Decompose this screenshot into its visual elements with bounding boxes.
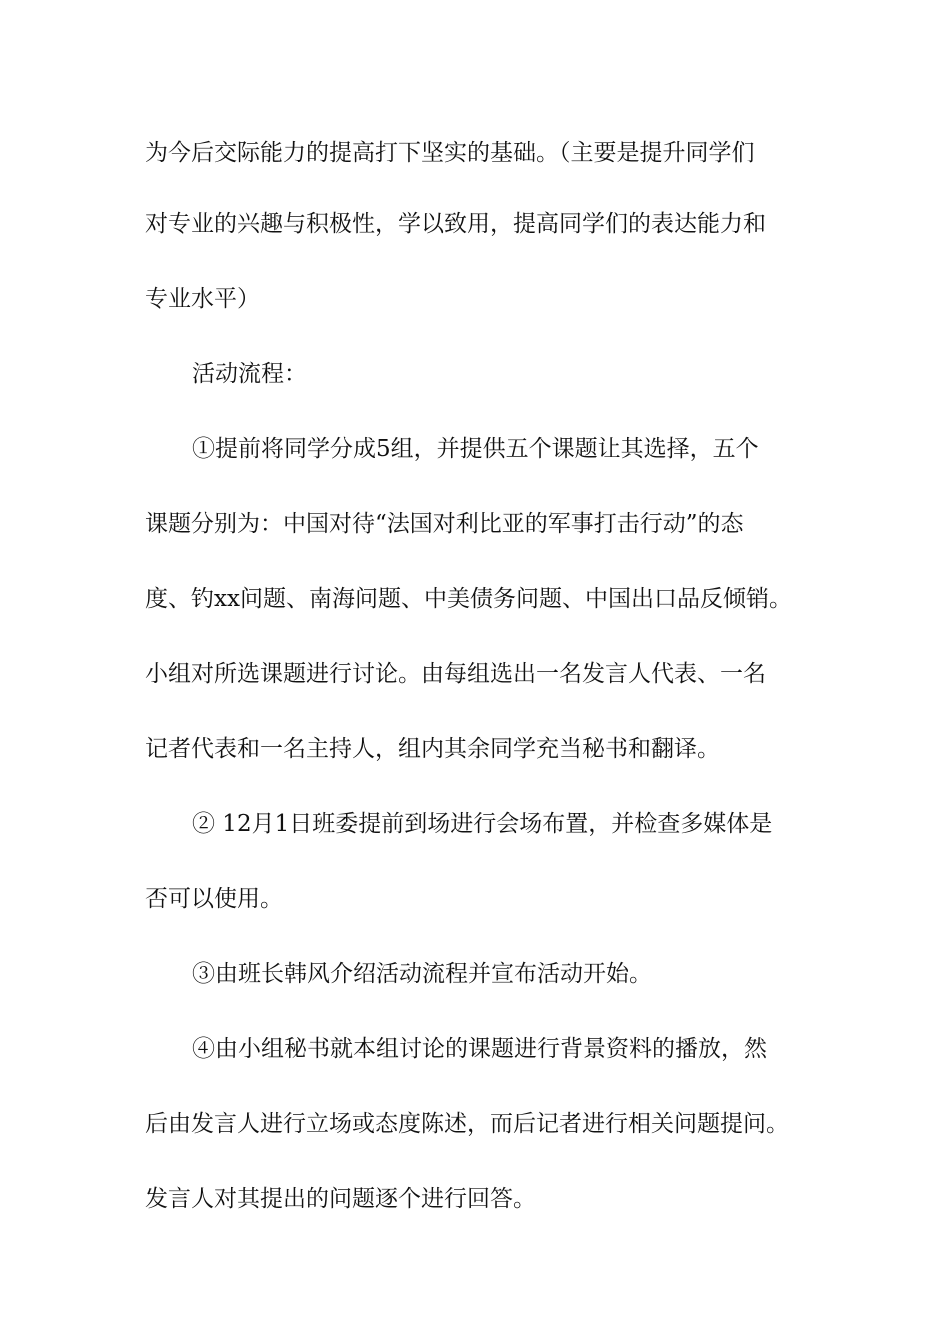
text-line-7: 度、钓xx问题、南海问题、中美债务问题、中国出口品反倾销。	[145, 586, 792, 612]
text-line-3: 专业水平）	[145, 286, 260, 312]
text-line-10: ② 12月1日班委提前到场进行会场布置，并检查多媒体是	[192, 811, 773, 837]
text-line-8: 小组对所选课题进行讨论。由每组选出一名发言人代表、一名	[145, 661, 766, 687]
section-heading-activity-flow: 活动流程：	[192, 361, 307, 387]
text-line-5: ①提前将同学分成5组，并提供五个课题让其选择，五个	[192, 436, 759, 462]
text-line-15: 发言人对其提出的问题逐个进行回答。	[145, 1186, 536, 1212]
text-line-12: ③由班长韩风介绍活动流程并宣布活动开始。	[192, 961, 652, 987]
text-line-2: 对专业的兴趣与积极性，学以致用，提高同学们的表达能力和	[145, 211, 766, 237]
text-line-6: 课题分别为：中国对待“法国对利比亚的军事打击行动”的态	[145, 511, 744, 537]
text-line-13: ④由小组秘书就本组讨论的课题进行背景资料的播放，然	[192, 1036, 767, 1062]
text-line-11: 否可以使用。	[145, 886, 283, 912]
text-line-9: 记者代表和一名主持人，组内其余同学充当秘书和翻译。	[145, 736, 720, 762]
text-line-14: 后由发言人进行立场或态度陈述，而后记者进行相关问题提问。	[145, 1111, 789, 1137]
text-line-1: 为今后交际能力的提高打下坚实的基础。（主要是提升同学们	[145, 140, 755, 166]
